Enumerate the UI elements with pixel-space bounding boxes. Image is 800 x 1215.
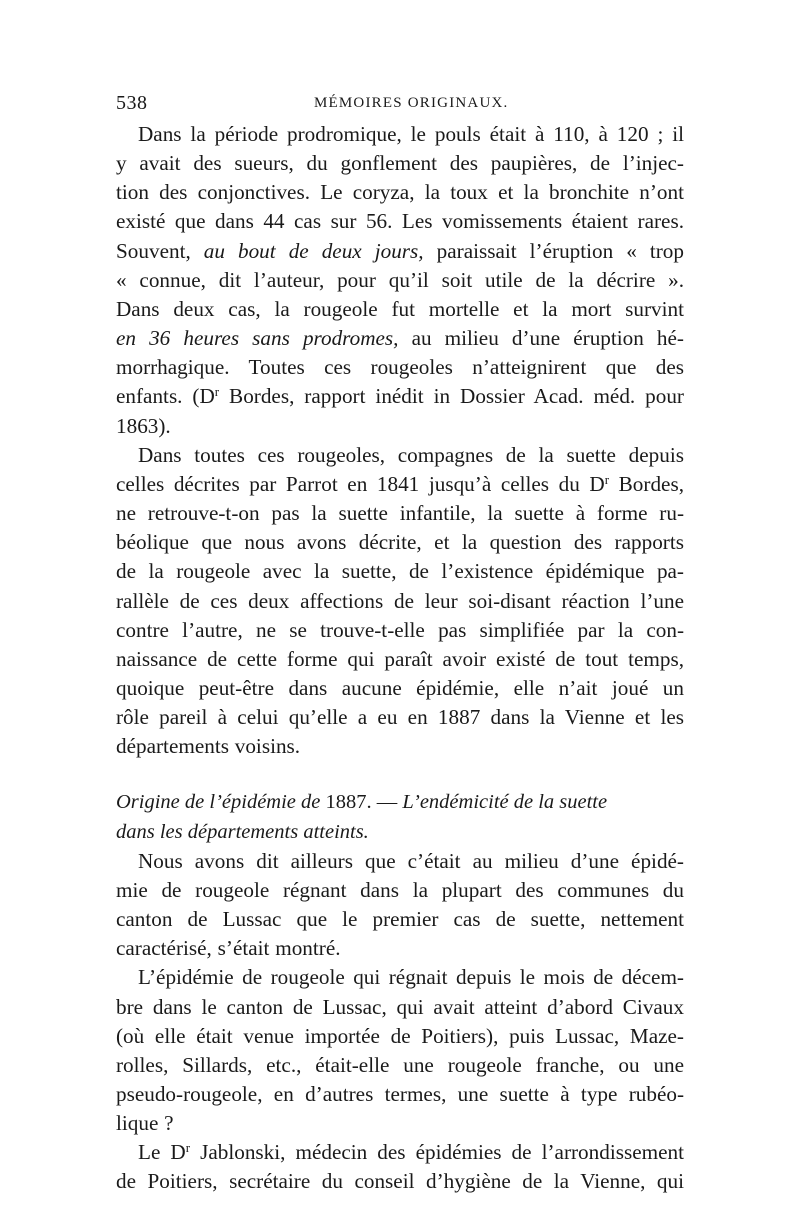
text-line: bre dans le canton de Lussac, qui avait atteint d’abord Civaux bbox=[116, 994, 684, 1019]
section-title-line bbox=[116, 788, 684, 817]
text-run: Le D bbox=[138, 1140, 186, 1165]
text-line: (où elle était venue importée de Poitiers), puis Lussac, Maze- bbox=[116, 1023, 684, 1048]
text-line: 1863). bbox=[116, 413, 171, 438]
text-line: de la rougeole avec la suette, de l’existence épidémique pa- bbox=[116, 559, 684, 584]
text-line: contre l’autre, ne se trouve-t-elle pas simplifiée par la con- bbox=[116, 617, 684, 642]
text-run: celles décrites par Parrot en 1841 jusqu’à celles du D bbox=[116, 471, 605, 496]
running-head bbox=[116, 92, 684, 120]
text-line: ne retrouve-t-on pas la suette infantile, la suette à forme ru- bbox=[116, 501, 684, 526]
text-line: caractérisé, s’était montré. bbox=[116, 936, 341, 961]
text-line bbox=[116, 470, 684, 499]
text-line: L’épidémie de rougeole qui régnait depuis le mois de décem- bbox=[138, 965, 684, 990]
book-page bbox=[116, 92, 684, 1197]
text-line bbox=[116, 382, 684, 411]
text-line: rallèle de ces deux affections de leur soi-disant réaction l’une bbox=[116, 588, 684, 613]
text-line: béolique que nous avons décrite, et la question des rapports bbox=[116, 530, 684, 555]
text-line: naissance de cette forme qui paraît avoir existé de tout temps, bbox=[116, 646, 684, 671]
text-line: Nous avons dit ailleurs que c’était au milieu d’une épidé- bbox=[138, 848, 684, 873]
text-line: tion des conjonctives. Le coryza, la toux et la bronchite n’ont bbox=[116, 180, 684, 205]
text-line bbox=[116, 1138, 684, 1167]
section-title bbox=[116, 788, 684, 846]
italic-run: Origine de l’épidémie de bbox=[116, 791, 321, 814]
text-line: morrhagique. Toutes ces rougeoles n’atteignirent que des bbox=[116, 355, 684, 380]
text-run: Jablonski, médecin des épidémies de l’arrondissement bbox=[190, 1140, 684, 1165]
text-run: enfants. (D bbox=[116, 384, 215, 409]
paragraph-1 bbox=[116, 120, 684, 441]
text-line: mie de rougeole régnant dans la plupart des communes du bbox=[116, 877, 684, 902]
text-line: Dans toutes ces rougeoles, compagnes de la suette depuis bbox=[138, 442, 684, 467]
text-run: 1887. — bbox=[320, 791, 403, 814]
text-line: rolles, Sillards, etc., était-elle une rougeole franche, ou une bbox=[116, 1052, 684, 1077]
italic-run: au bout de deux jours, bbox=[203, 238, 424, 263]
text-run: Souvent, bbox=[116, 238, 204, 263]
italic-run: L’endémicité de la suette bbox=[402, 791, 608, 814]
superscript: r bbox=[214, 384, 220, 400]
text-line: de Poitiers, secrétaire du conseil d’hygiène de la Vienne, qui bbox=[116, 1169, 684, 1194]
text-line: y avait des sueurs, du gonflement des paupières, de l’injec- bbox=[116, 151, 684, 176]
section-title-line: dans les départements atteints. bbox=[116, 820, 369, 843]
text-line: départements voisins. bbox=[116, 734, 301, 759]
text-line: canton de Lussac que le premier cas de suette, nettement bbox=[116, 907, 684, 932]
superscript: r bbox=[185, 1140, 191, 1156]
text-line: Dans la période prodromique, le pouls était à 110, à 120 ; il bbox=[138, 122, 684, 146]
text-line: « connue, dit l’auteur, pour qu’il soit utile de la décrire ». bbox=[116, 267, 684, 292]
text-line: existé que dans 44 cas sur 56. Les vomissements étaient rares. bbox=[116, 209, 684, 234]
paragraph-4 bbox=[116, 963, 684, 1138]
superscript: r bbox=[604, 471, 610, 487]
paragraph-5 bbox=[116, 1138, 684, 1196]
text-line: quoique peut-être dans aucune épidémie, elle n’ait joué un bbox=[116, 675, 684, 700]
text-line bbox=[116, 237, 684, 266]
header-title: MÉMOIRES ORIGINAUX. bbox=[314, 95, 509, 111]
text-line: lique ? bbox=[116, 1111, 174, 1136]
text-run: Bordes, rapport inédit in Dossier Acad. méd. pour bbox=[219, 384, 684, 409]
italic-run: en 36 heures sans prodromes, bbox=[116, 326, 399, 351]
paragraph-3 bbox=[116, 847, 684, 964]
text-run: paraissait l’éruption « trop bbox=[423, 238, 684, 263]
text-line: rôle pareil à celui qu’elle a eu en 1887 dans la Vienne et les bbox=[116, 705, 684, 730]
text-run: au milieu d’une éruption hé- bbox=[398, 326, 684, 351]
page-number: 538 bbox=[116, 92, 148, 114]
text-line bbox=[116, 324, 684, 353]
text-line: Dans deux cas, la rougeole fut mortelle et la mort survint bbox=[116, 296, 684, 321]
paragraph-2 bbox=[116, 441, 684, 762]
text-run: Bordes, bbox=[609, 471, 684, 496]
text-line: pseudo-rougeole, en d’autres termes, une suette à type rubéo- bbox=[116, 1082, 684, 1106]
